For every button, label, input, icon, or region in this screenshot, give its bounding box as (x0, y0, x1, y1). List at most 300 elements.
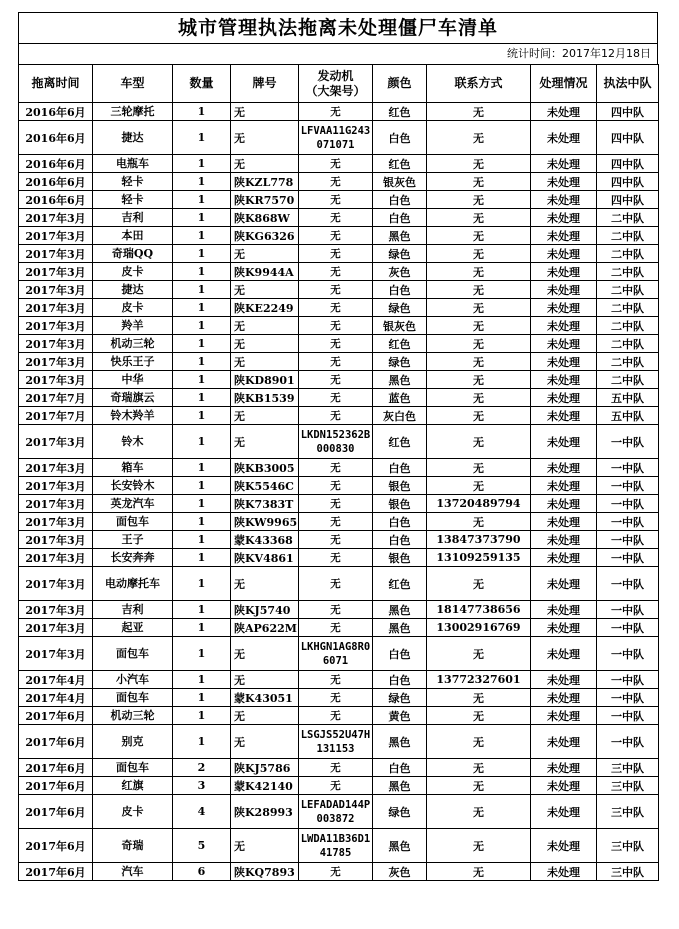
cell-color: 灰色 (373, 263, 427, 281)
document-sheet (18, 12, 658, 881)
cell-contact: 无 (427, 637, 531, 671)
cell-date: 2017年3月 (19, 371, 93, 389)
cell-quantity: 4 (173, 795, 231, 829)
table-row (19, 299, 659, 317)
cell-quantity: 1 (173, 689, 231, 707)
cell-quantity: 1 (173, 227, 231, 245)
cell-type: 面包车 (93, 759, 173, 777)
cell-contact: 13002916769 (427, 619, 531, 637)
cell-color: 白色 (373, 121, 427, 155)
cell-contact: 无 (427, 335, 531, 353)
cell-status: 未处理 (531, 707, 597, 725)
cell-contact: 无 (427, 863, 531, 881)
header-color: 颜色 (373, 65, 427, 103)
cell-status: 未处理 (531, 513, 597, 531)
table-row (19, 549, 659, 567)
cell-status: 未处理 (531, 777, 597, 795)
cell-quantity: 1 (173, 637, 231, 671)
cell-color: 灰色 (373, 863, 427, 881)
table-row (19, 389, 659, 407)
cell-team: 三中队 (597, 759, 659, 777)
table-row (19, 227, 659, 245)
cell-plate: 陕KZL778 (231, 173, 299, 191)
cell-color: 银色 (373, 495, 427, 513)
cell-contact: 无 (427, 317, 531, 335)
cell-plate: 陕KD8901 (231, 371, 299, 389)
cell-type: 面包车 (93, 689, 173, 707)
cell-team: 一中队 (597, 495, 659, 513)
table-row (19, 725, 659, 759)
cell-date: 2017年3月 (19, 601, 93, 619)
cell-date: 2017年6月 (19, 759, 93, 777)
cell-quantity: 1 (173, 191, 231, 209)
cell-quantity: 1 (173, 353, 231, 371)
cell-engine: 无 (299, 863, 373, 881)
cell-status: 未处理 (531, 863, 597, 881)
cell-team: 一中队 (597, 513, 659, 531)
cell-engine: LKHGN1AG8R06071 (299, 637, 373, 671)
cell-plate: 无 (231, 281, 299, 299)
cell-date: 2017年4月 (19, 689, 93, 707)
cell-team: 四中队 (597, 173, 659, 191)
cell-contact: 无 (427, 353, 531, 371)
cell-contact: 无 (427, 477, 531, 495)
cell-date: 2017年6月 (19, 863, 93, 881)
cell-date: 2017年3月 (19, 245, 93, 263)
cell-plate: 陕K868W (231, 209, 299, 227)
cell-color: 灰白色 (373, 407, 427, 425)
cell-plate: 陕AP622M (231, 619, 299, 637)
cell-plate: 无 (231, 245, 299, 263)
table-row (19, 263, 659, 281)
statistics-time: 统计时间：2017年12月18日 (18, 43, 658, 64)
cell-plate: 陕KE2249 (231, 299, 299, 317)
cell-plate: 陕K7383T (231, 495, 299, 513)
cell-plate: 陕KW9965 (231, 513, 299, 531)
table-row (19, 191, 659, 209)
cell-color: 红色 (373, 335, 427, 353)
cell-date: 2017年3月 (19, 299, 93, 317)
cell-type: 轻卡 (93, 191, 173, 209)
cell-type: 别克 (93, 725, 173, 759)
cell-date: 2017年6月 (19, 707, 93, 725)
cell-contact: 13720489794 (427, 495, 531, 513)
cell-status: 未处理 (531, 637, 597, 671)
cell-date: 2017年3月 (19, 513, 93, 531)
cell-color: 银色 (373, 477, 427, 495)
table-row (19, 173, 659, 191)
table-row (19, 103, 659, 121)
cell-type: 小汽车 (93, 671, 173, 689)
cell-plate: 无 (231, 671, 299, 689)
cell-engine: 无 (299, 707, 373, 725)
cell-type: 箱车 (93, 459, 173, 477)
cell-contact: 无 (427, 103, 531, 121)
cell-color: 绿色 (373, 299, 427, 317)
table-row (19, 829, 659, 863)
cell-team: 一中队 (597, 567, 659, 601)
cell-plate: 无 (231, 353, 299, 371)
cell-engine: 无 (299, 227, 373, 245)
cell-plate: 无 (231, 121, 299, 155)
cell-date: 2016年6月 (19, 173, 93, 191)
table-row (19, 155, 659, 173)
cell-engine: 无 (299, 173, 373, 191)
cell-team: 二中队 (597, 353, 659, 371)
table-row (19, 795, 659, 829)
cell-engine: 无 (299, 513, 373, 531)
cell-team: 二中队 (597, 227, 659, 245)
cell-color: 蓝色 (373, 389, 427, 407)
cell-date: 2017年3月 (19, 549, 93, 567)
table-row (19, 245, 659, 263)
cell-type: 皮卡 (93, 299, 173, 317)
cell-plate: 无 (231, 567, 299, 601)
cell-contact: 无 (427, 371, 531, 389)
cell-quantity: 1 (173, 121, 231, 155)
cell-quantity: 1 (173, 299, 231, 317)
cell-engine: LFVAA11G243071071 (299, 121, 373, 155)
table-row (19, 209, 659, 227)
cell-status: 未处理 (531, 121, 597, 155)
cell-type: 王子 (93, 531, 173, 549)
cell-date: 2016年6月 (19, 121, 93, 155)
cell-status: 未处理 (531, 495, 597, 513)
cell-plate: 陕KQ7893 (231, 863, 299, 881)
cell-quantity: 1 (173, 245, 231, 263)
table-row (19, 281, 659, 299)
cell-color: 红色 (373, 425, 427, 459)
cell-type: 铃木 (93, 425, 173, 459)
cell-contact: 无 (427, 155, 531, 173)
cell-team: 二中队 (597, 335, 659, 353)
cell-quantity: 1 (173, 209, 231, 227)
cell-type: 面包车 (93, 513, 173, 531)
cell-quantity: 1 (173, 671, 231, 689)
cell-date: 2017年3月 (19, 353, 93, 371)
table-row (19, 495, 659, 513)
cell-plate: 无 (231, 725, 299, 759)
cell-color: 黑色 (373, 601, 427, 619)
cell-type: 皮卡 (93, 795, 173, 829)
cell-engine: 无 (299, 317, 373, 335)
table-header-row (19, 65, 659, 103)
cell-type: 吉利 (93, 601, 173, 619)
cell-type: 红旗 (93, 777, 173, 795)
cell-engine: 无 (299, 531, 373, 549)
cell-contact: 无 (427, 121, 531, 155)
cell-date: 2017年4月 (19, 671, 93, 689)
cell-team: 一中队 (597, 601, 659, 619)
cell-type: 电瓶车 (93, 155, 173, 173)
cell-team: 五中队 (597, 407, 659, 425)
cell-color: 黑色 (373, 725, 427, 759)
cell-engine: LSGJS52U47H131153 (299, 725, 373, 759)
cell-color: 红色 (373, 103, 427, 121)
cell-team: 四中队 (597, 191, 659, 209)
cell-team: 二中队 (597, 209, 659, 227)
cell-plate: 蒙K42140 (231, 777, 299, 795)
header-quantity: 数量 (173, 65, 231, 103)
cell-date: 2017年3月 (19, 637, 93, 671)
cell-type: 捷达 (93, 281, 173, 299)
cell-quantity: 6 (173, 863, 231, 881)
table-row (19, 671, 659, 689)
cell-status: 未处理 (531, 601, 597, 619)
cell-engine: 无 (299, 407, 373, 425)
cell-date: 2017年3月 (19, 425, 93, 459)
cell-contact: 无 (427, 227, 531, 245)
cell-quantity: 1 (173, 459, 231, 477)
cell-quantity: 1 (173, 619, 231, 637)
cell-plate: 陕KJ5740 (231, 601, 299, 619)
cell-type: 铃木羚羊 (93, 407, 173, 425)
cell-color: 红色 (373, 567, 427, 601)
cell-status: 未处理 (531, 209, 597, 227)
cell-engine: LKDN152362B000830 (299, 425, 373, 459)
cell-engine: 无 (299, 155, 373, 173)
cell-status: 未处理 (531, 389, 597, 407)
cell-date: 2016年6月 (19, 155, 93, 173)
cell-date: 2017年3月 (19, 477, 93, 495)
table-row (19, 317, 659, 335)
cell-type: 羚羊 (93, 317, 173, 335)
cell-team: 五中队 (597, 389, 659, 407)
cell-color: 红色 (373, 155, 427, 173)
cell-contact: 无 (427, 209, 531, 227)
cell-engine: 无 (299, 671, 373, 689)
cell-engine: 无 (299, 103, 373, 121)
cell-color: 白色 (373, 759, 427, 777)
cell-status: 未处理 (531, 281, 597, 299)
cell-quantity: 1 (173, 281, 231, 299)
table-row (19, 689, 659, 707)
cell-type: 快乐王子 (93, 353, 173, 371)
cell-engine: 无 (299, 353, 373, 371)
cell-quantity: 1 (173, 263, 231, 281)
cell-status: 未处理 (531, 299, 597, 317)
cell-plate: 无 (231, 317, 299, 335)
cell-color: 黑色 (373, 227, 427, 245)
cell-status: 未处理 (531, 567, 597, 601)
cell-team: 二中队 (597, 245, 659, 263)
cell-quantity: 1 (173, 567, 231, 601)
cell-quantity: 1 (173, 425, 231, 459)
cell-status: 未处理 (531, 459, 597, 477)
cell-status: 未处理 (531, 531, 597, 549)
cell-quantity: 1 (173, 317, 231, 335)
cell-engine: 无 (299, 477, 373, 495)
cell-type: 机动三轮 (93, 335, 173, 353)
cell-quantity: 1 (173, 155, 231, 173)
cell-engine: LWDA11B36D141785 (299, 829, 373, 863)
cell-type: 轻卡 (93, 173, 173, 191)
cell-engine: 无 (299, 263, 373, 281)
cell-contact: 13847373790 (427, 531, 531, 549)
cell-type: 奇瑞QQ (93, 245, 173, 263)
cell-team: 一中队 (597, 671, 659, 689)
table-row (19, 407, 659, 425)
cell-contact: 无 (427, 829, 531, 863)
cell-color: 白色 (373, 531, 427, 549)
table-row (19, 425, 659, 459)
cell-contact: 无 (427, 567, 531, 601)
cell-color: 绿色 (373, 795, 427, 829)
cell-team: 一中队 (597, 549, 659, 567)
cell-color: 白色 (373, 637, 427, 671)
cell-type: 长安奔奔 (93, 549, 173, 567)
cell-team: 一中队 (597, 637, 659, 671)
cell-date: 2017年3月 (19, 495, 93, 513)
cell-type: 奇瑞旗云 (93, 389, 173, 407)
header-type: 车型 (93, 65, 173, 103)
cell-type: 汽车 (93, 863, 173, 881)
cell-type: 本田 (93, 227, 173, 245)
cell-plate: 无 (231, 829, 299, 863)
cell-plate: 无 (231, 425, 299, 459)
table-row (19, 759, 659, 777)
cell-contact: 无 (427, 725, 531, 759)
cell-contact: 无 (427, 425, 531, 459)
cell-engine: 无 (299, 549, 373, 567)
cell-date: 2017年6月 (19, 777, 93, 795)
cell-status: 未处理 (531, 173, 597, 191)
cell-contact: 18147738656 (427, 601, 531, 619)
table-row (19, 619, 659, 637)
cell-plate: 无 (231, 407, 299, 425)
cell-date: 2017年6月 (19, 795, 93, 829)
cell-status: 未处理 (531, 425, 597, 459)
cell-color: 银灰色 (373, 173, 427, 191)
cell-plate: 无 (231, 637, 299, 671)
cell-contact: 13109259135 (427, 549, 531, 567)
cell-status: 未处理 (531, 353, 597, 371)
table-row (19, 777, 659, 795)
cell-color: 白色 (373, 671, 427, 689)
cell-contact: 无 (427, 777, 531, 795)
cell-status: 未处理 (531, 317, 597, 335)
cell-date: 2017年3月 (19, 531, 93, 549)
cell-engine: 无 (299, 619, 373, 637)
cell-date: 2016年6月 (19, 191, 93, 209)
cell-date: 2017年3月 (19, 317, 93, 335)
cell-contact: 无 (427, 191, 531, 209)
cell-quantity: 1 (173, 103, 231, 121)
table-row (19, 637, 659, 671)
cell-date: 2017年6月 (19, 829, 93, 863)
cell-status: 未处理 (531, 725, 597, 759)
cell-engine: 无 (299, 777, 373, 795)
cell-color: 黑色 (373, 777, 427, 795)
cell-plate: 陕K9944A (231, 263, 299, 281)
cell-team: 三中队 (597, 777, 659, 795)
table-row (19, 477, 659, 495)
cell-contact: 无 (427, 281, 531, 299)
cell-team: 二中队 (597, 281, 659, 299)
cell-type: 长安铃木 (93, 477, 173, 495)
cell-quantity: 1 (173, 549, 231, 567)
table-row (19, 513, 659, 531)
cell-team: 三中队 (597, 829, 659, 863)
cell-contact: 无 (427, 707, 531, 725)
cell-type: 皮卡 (93, 263, 173, 281)
cell-plate: 陕KV4861 (231, 549, 299, 567)
cell-status: 未处理 (531, 227, 597, 245)
cell-color: 绿色 (373, 353, 427, 371)
table-row (19, 371, 659, 389)
cell-status: 未处理 (531, 477, 597, 495)
cell-date: 2017年3月 (19, 459, 93, 477)
table-row (19, 121, 659, 155)
cell-plate: 无 (231, 335, 299, 353)
cell-team: 一中队 (597, 531, 659, 549)
cell-type: 奇瑞 (93, 829, 173, 863)
header-team: 执法中队 (597, 65, 659, 103)
cell-color: 白色 (373, 209, 427, 227)
cell-type: 面包车 (93, 637, 173, 671)
cell-date: 2017年3月 (19, 567, 93, 601)
cell-status: 未处理 (531, 191, 597, 209)
table-row (19, 601, 659, 619)
cell-type: 英龙汽车 (93, 495, 173, 513)
cell-contact: 13772327601 (427, 671, 531, 689)
cell-team: 一中队 (597, 689, 659, 707)
cell-date: 2017年3月 (19, 227, 93, 245)
cell-type: 三轮摩托 (93, 103, 173, 121)
cell-plate: 陕KB3005 (231, 459, 299, 477)
cell-plate: 无 (231, 103, 299, 121)
table-row (19, 459, 659, 477)
cell-date: 2017年7月 (19, 407, 93, 425)
header-plate: 牌号 (231, 65, 299, 103)
cell-date: 2017年3月 (19, 335, 93, 353)
cell-status: 未处理 (531, 829, 597, 863)
cell-quantity: 1 (173, 513, 231, 531)
cell-color: 白色 (373, 459, 427, 477)
cell-team: 四中队 (597, 103, 659, 121)
cell-contact: 无 (427, 245, 531, 263)
cell-contact: 无 (427, 299, 531, 317)
cell-engine: 无 (299, 299, 373, 317)
cell-status: 未处理 (531, 335, 597, 353)
cell-status: 未处理 (531, 155, 597, 173)
cell-quantity: 3 (173, 777, 231, 795)
cell-color: 黄色 (373, 707, 427, 725)
cell-engine: 无 (299, 209, 373, 227)
cell-date: 2017年6月 (19, 725, 93, 759)
cell-team: 一中队 (597, 425, 659, 459)
cell-status: 未处理 (531, 549, 597, 567)
cell-quantity: 1 (173, 707, 231, 725)
cell-status: 未处理 (531, 407, 597, 425)
cell-contact: 无 (427, 173, 531, 191)
cell-status: 未处理 (531, 795, 597, 829)
table-row (19, 353, 659, 371)
cell-team: 一中队 (597, 459, 659, 477)
cell-type: 吉利 (93, 209, 173, 227)
cell-plate: 蒙K43051 (231, 689, 299, 707)
cell-team: 二中队 (597, 299, 659, 317)
cell-engine: 无 (299, 281, 373, 299)
cell-engine: 无 (299, 567, 373, 601)
cell-status: 未处理 (531, 619, 597, 637)
cell-plate: 陕K28993 (231, 795, 299, 829)
cell-status: 未处理 (531, 671, 597, 689)
cell-quantity: 1 (173, 335, 231, 353)
cell-date: 2017年3月 (19, 281, 93, 299)
cell-status: 未处理 (531, 263, 597, 281)
cell-date: 2017年3月 (19, 619, 93, 637)
